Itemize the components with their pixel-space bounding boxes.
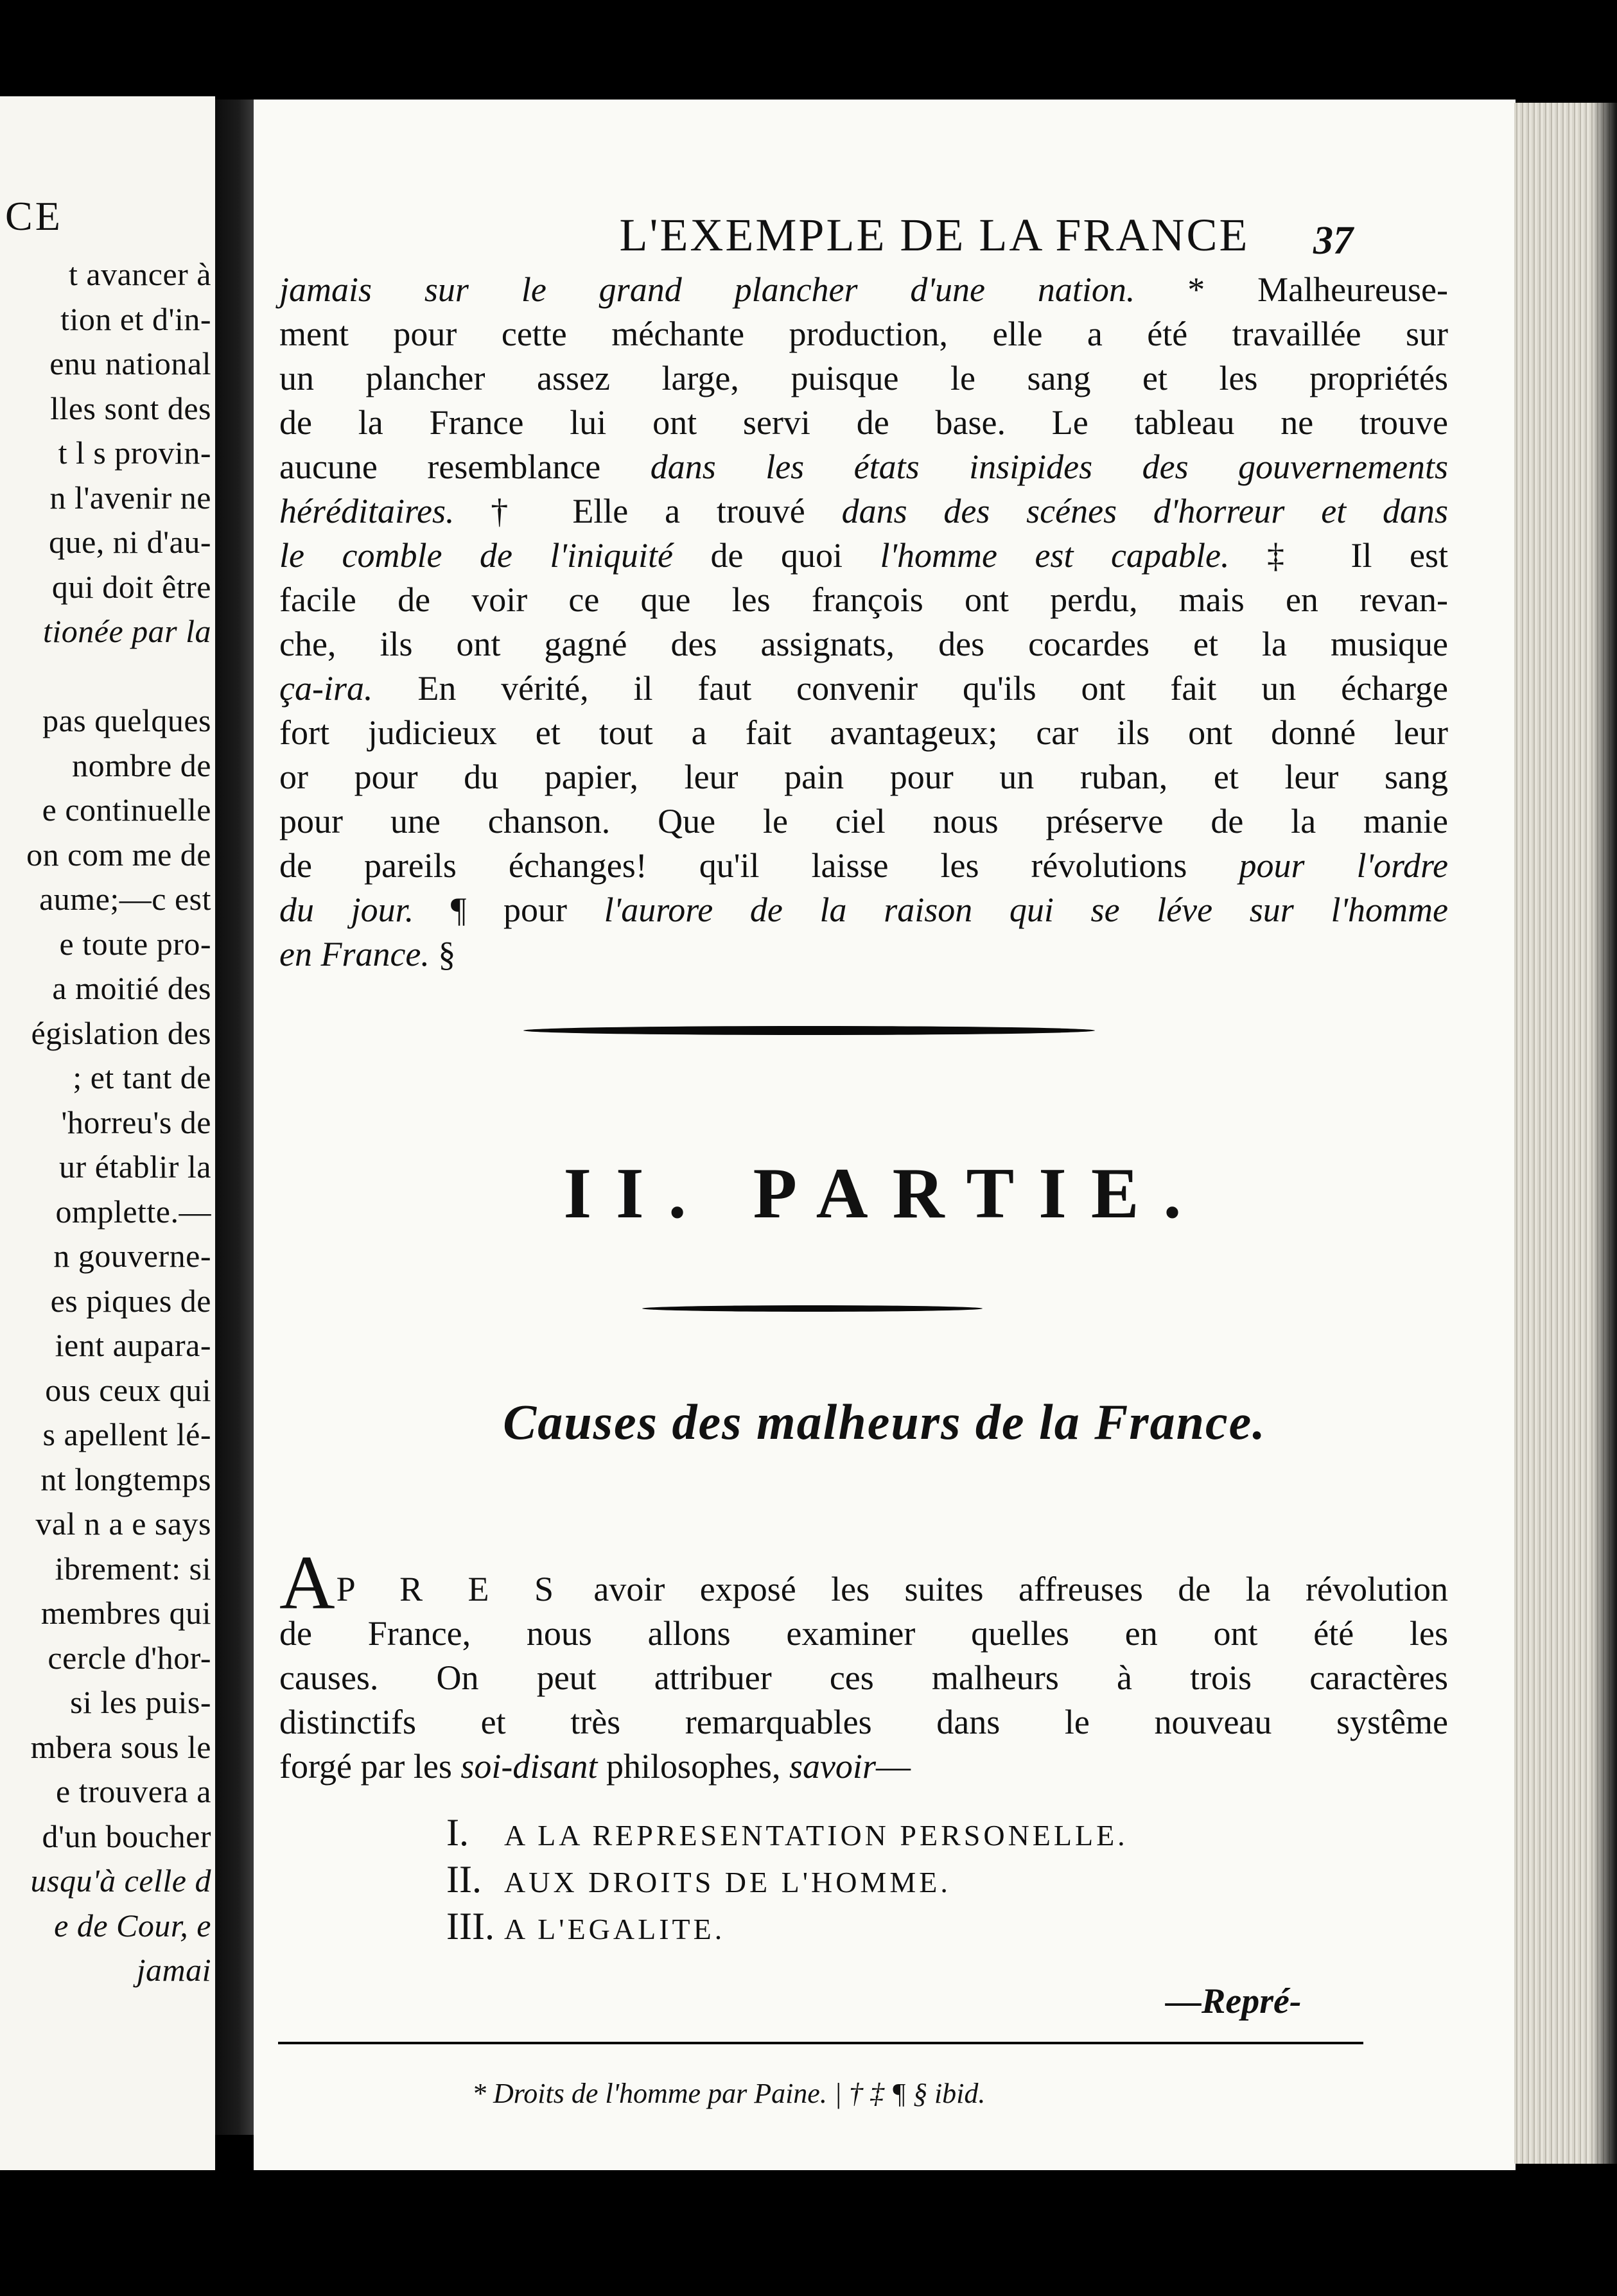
causes-list (446, 1811, 1128, 1951)
section-title: II. PARTIE. (563, 1154, 1206, 1233)
ornamental-rule (523, 1026, 1095, 1035)
left-page-line: égislation des (31, 1014, 211, 1051)
text-run: § (429, 935, 456, 973)
list-item (446, 1857, 1128, 1904)
list-number: II. (446, 1858, 482, 1900)
left-page-line: mbera sous le (30, 1728, 211, 1765)
left-page-line: nt longtemps (40, 1461, 211, 1497)
text-run: * Malheureuse- (1135, 270, 1448, 309)
text-line (279, 755, 1448, 799)
left-page-line: e continuelle (42, 792, 211, 828)
text-run: pour une chanson. Que le ciel nous préserve de la manie (279, 802, 1448, 840)
left-page-line: a moitié des (52, 970, 211, 1006)
text-line (279, 1700, 1448, 1744)
text-run: causes. On peut attribuer ces malheurs à trois caractères (279, 1658, 1448, 1697)
text-line (279, 1540, 1448, 1625)
left-page-line: qui doit être (51, 568, 211, 605)
footnote-rule (278, 2042, 1363, 2044)
text-run: † Elle a trouvé (454, 492, 842, 530)
page-number: 37 (1313, 219, 1353, 263)
text-line (279, 1744, 1448, 1789)
list-number: III. (446, 1905, 494, 1947)
text-line (279, 401, 1448, 445)
page-edges (1514, 103, 1617, 2164)
left-page-line: jamai (136, 1952, 211, 1988)
text-line (279, 1656, 1448, 1700)
left-page-line: t avancer à (68, 256, 211, 292)
text-line (279, 578, 1448, 622)
left-page-line: usqu'à celle d (30, 1863, 211, 1899)
italic-text: l'aurore de la raison qui se léve sur l'homme (604, 891, 1448, 929)
book-gutter (215, 100, 254, 2135)
left-page-line: tion et d'in- (60, 300, 211, 337)
italic-text: pour l'ordre (1239, 846, 1448, 885)
left-page-line: val n a e says (35, 1506, 211, 1542)
drop-cap-rest: P R E S (336, 1570, 559, 1608)
text-run: En vérité, il faut convenir qu'ils ont fait un écharge (372, 669, 1448, 708)
text-run: aucune resemblance (279, 448, 651, 486)
left-page-line: ibrement: si (55, 1550, 211, 1587)
left-page-line: n l'avenir ne (49, 479, 211, 516)
text-line (279, 799, 1448, 844)
italic-text: du jour. (279, 891, 414, 929)
italic-text: en France. (279, 935, 430, 973)
left-page-line: e trouvera a (56, 1773, 211, 1809)
list-text: A LA REPRESENTATION PERSONELLE. (504, 1819, 1128, 1852)
text-run: — (875, 1747, 911, 1786)
text-run: facile de voir ce que les françois ont perdu, mais en revan- (279, 580, 1448, 619)
text-run: un plancher assez large, puisque le sang et les propriétés (279, 359, 1448, 397)
italic-text: dans des scénes d'horreur et dans (841, 492, 1448, 530)
left-page-line: on com me de (26, 836, 211, 873)
text-line (279, 312, 1448, 356)
text-line (279, 888, 1448, 932)
chapter-subtitle: Causes des malheurs de la France. (503, 1394, 1266, 1450)
left-page-line: ous ceux qui (45, 1371, 211, 1408)
left-page-line: n gouverne- (53, 1238, 211, 1274)
text-run: de France, nous allons examiner quelles en ont été les (279, 1614, 1448, 1653)
paragraph-2 (279, 1540, 1448, 1789)
catchword: —Repré- (1166, 1981, 1302, 2021)
left-page-line: membres qui (40, 1595, 211, 1631)
left-page-line: e de Cour, e (54, 1907, 211, 1944)
left-page-line: t l s provin- (58, 435, 211, 471)
right-page (254, 100, 1516, 2170)
text-line (279, 489, 1448, 534)
text-line (279, 711, 1448, 755)
text-line (279, 445, 1448, 489)
italic-text: le comble de l'iniquité (279, 536, 673, 575)
italic-text: dans les états insipides des gouvernements (650, 448, 1448, 486)
italic-text: jamais sur le grand plancher d'une nation. (279, 270, 1135, 309)
text-run: ‡ Il est (1229, 536, 1448, 575)
list-item (446, 1811, 1128, 1857)
left-page-line: que, ni d'au- (49, 524, 211, 560)
running-head: L'EXEMPLE DE LA FRANCE (619, 209, 1250, 261)
text-run: che, ils ont gagné des assignats, des cocardes et la musique (279, 625, 1448, 663)
left-page-line: ur établir la (59, 1149, 211, 1185)
paragraph-1 (279, 268, 1448, 977)
left-page-line: nombre de (72, 747, 211, 783)
text-run: fort judicieux et tout a fait avantageux; car ils ont donné leur (279, 713, 1448, 752)
italic-text: héréditaires. (279, 492, 455, 530)
text-line (279, 932, 1448, 977)
left-page-line: d'un boucher (42, 1818, 211, 1854)
text-run: ment pour cette méchante production, elle a été travaillée sur (279, 315, 1448, 353)
left-page-line: ; et tant de (73, 1059, 211, 1095)
left-page-line: pas quelques (42, 702, 211, 738)
text-run: de pareils échanges! qu'il laisse les révolutions (279, 846, 1239, 885)
text-line (279, 666, 1448, 711)
list-number: I. (446, 1811, 469, 1854)
left-page-line: enu national (49, 345, 211, 381)
left-page-line: aume;—c est (39, 881, 211, 917)
left-page-line: s apellent lé- (42, 1416, 211, 1452)
left-page-line: cercle d'hor- (48, 1639, 211, 1676)
list-text: A L'EGALITE. (504, 1913, 726, 1945)
left-page-line: lles sont des (50, 390, 211, 426)
text-run: distinctifs et très remarquables dans le nouveau systême (279, 1703, 1448, 1741)
footnote: * Droits de l'homme par Paine. | † ‡ ¶ § ibid. (472, 2078, 986, 2109)
left-page-line: omplette.— (55, 1193, 211, 1230)
italic-text: savoir (789, 1747, 876, 1786)
italic-text: l'homme est capable. (880, 536, 1230, 575)
ornamental-rule-short (642, 1305, 983, 1312)
left-page-line: 'horreu's de (61, 1104, 211, 1140)
left-page-line: e toute pro- (59, 925, 211, 962)
list-text: AUX DROITS DE L'HOMME. (504, 1866, 951, 1899)
left-page-line: ient aupara- (55, 1327, 211, 1363)
left-page (0, 96, 215, 2170)
italic-text: ça-ira. (279, 669, 373, 708)
left-page-line: es piques de (50, 1282, 211, 1319)
list-item (446, 1904, 1128, 1951)
text-line (279, 844, 1448, 888)
text-run: de la France lui ont servi de base. Le tableau ne trouve (279, 403, 1448, 442)
text-line (279, 268, 1448, 312)
text-run: philosophes, (597, 1747, 789, 1786)
italic-text: soi-disant (460, 1747, 598, 1786)
text-run: avoir exposé les suites affreuses de la révolution (558, 1570, 1448, 1608)
drop-cap: A (279, 1540, 335, 1625)
text-line (279, 356, 1448, 401)
text-line (279, 622, 1448, 666)
text-line (279, 534, 1448, 578)
text-run: ¶ pour (414, 891, 604, 929)
text-run: de quoi (672, 536, 880, 575)
left-page-line: tionée par la (42, 613, 211, 649)
text-run: or pour du papier, leur pain pour un ruban, et leur sang (279, 758, 1448, 796)
text-line (279, 1612, 1448, 1656)
left-page-line: si les puis- (70, 1684, 211, 1720)
text-run: forgé par les (279, 1747, 461, 1786)
left-page-heading: CE (5, 193, 63, 239)
